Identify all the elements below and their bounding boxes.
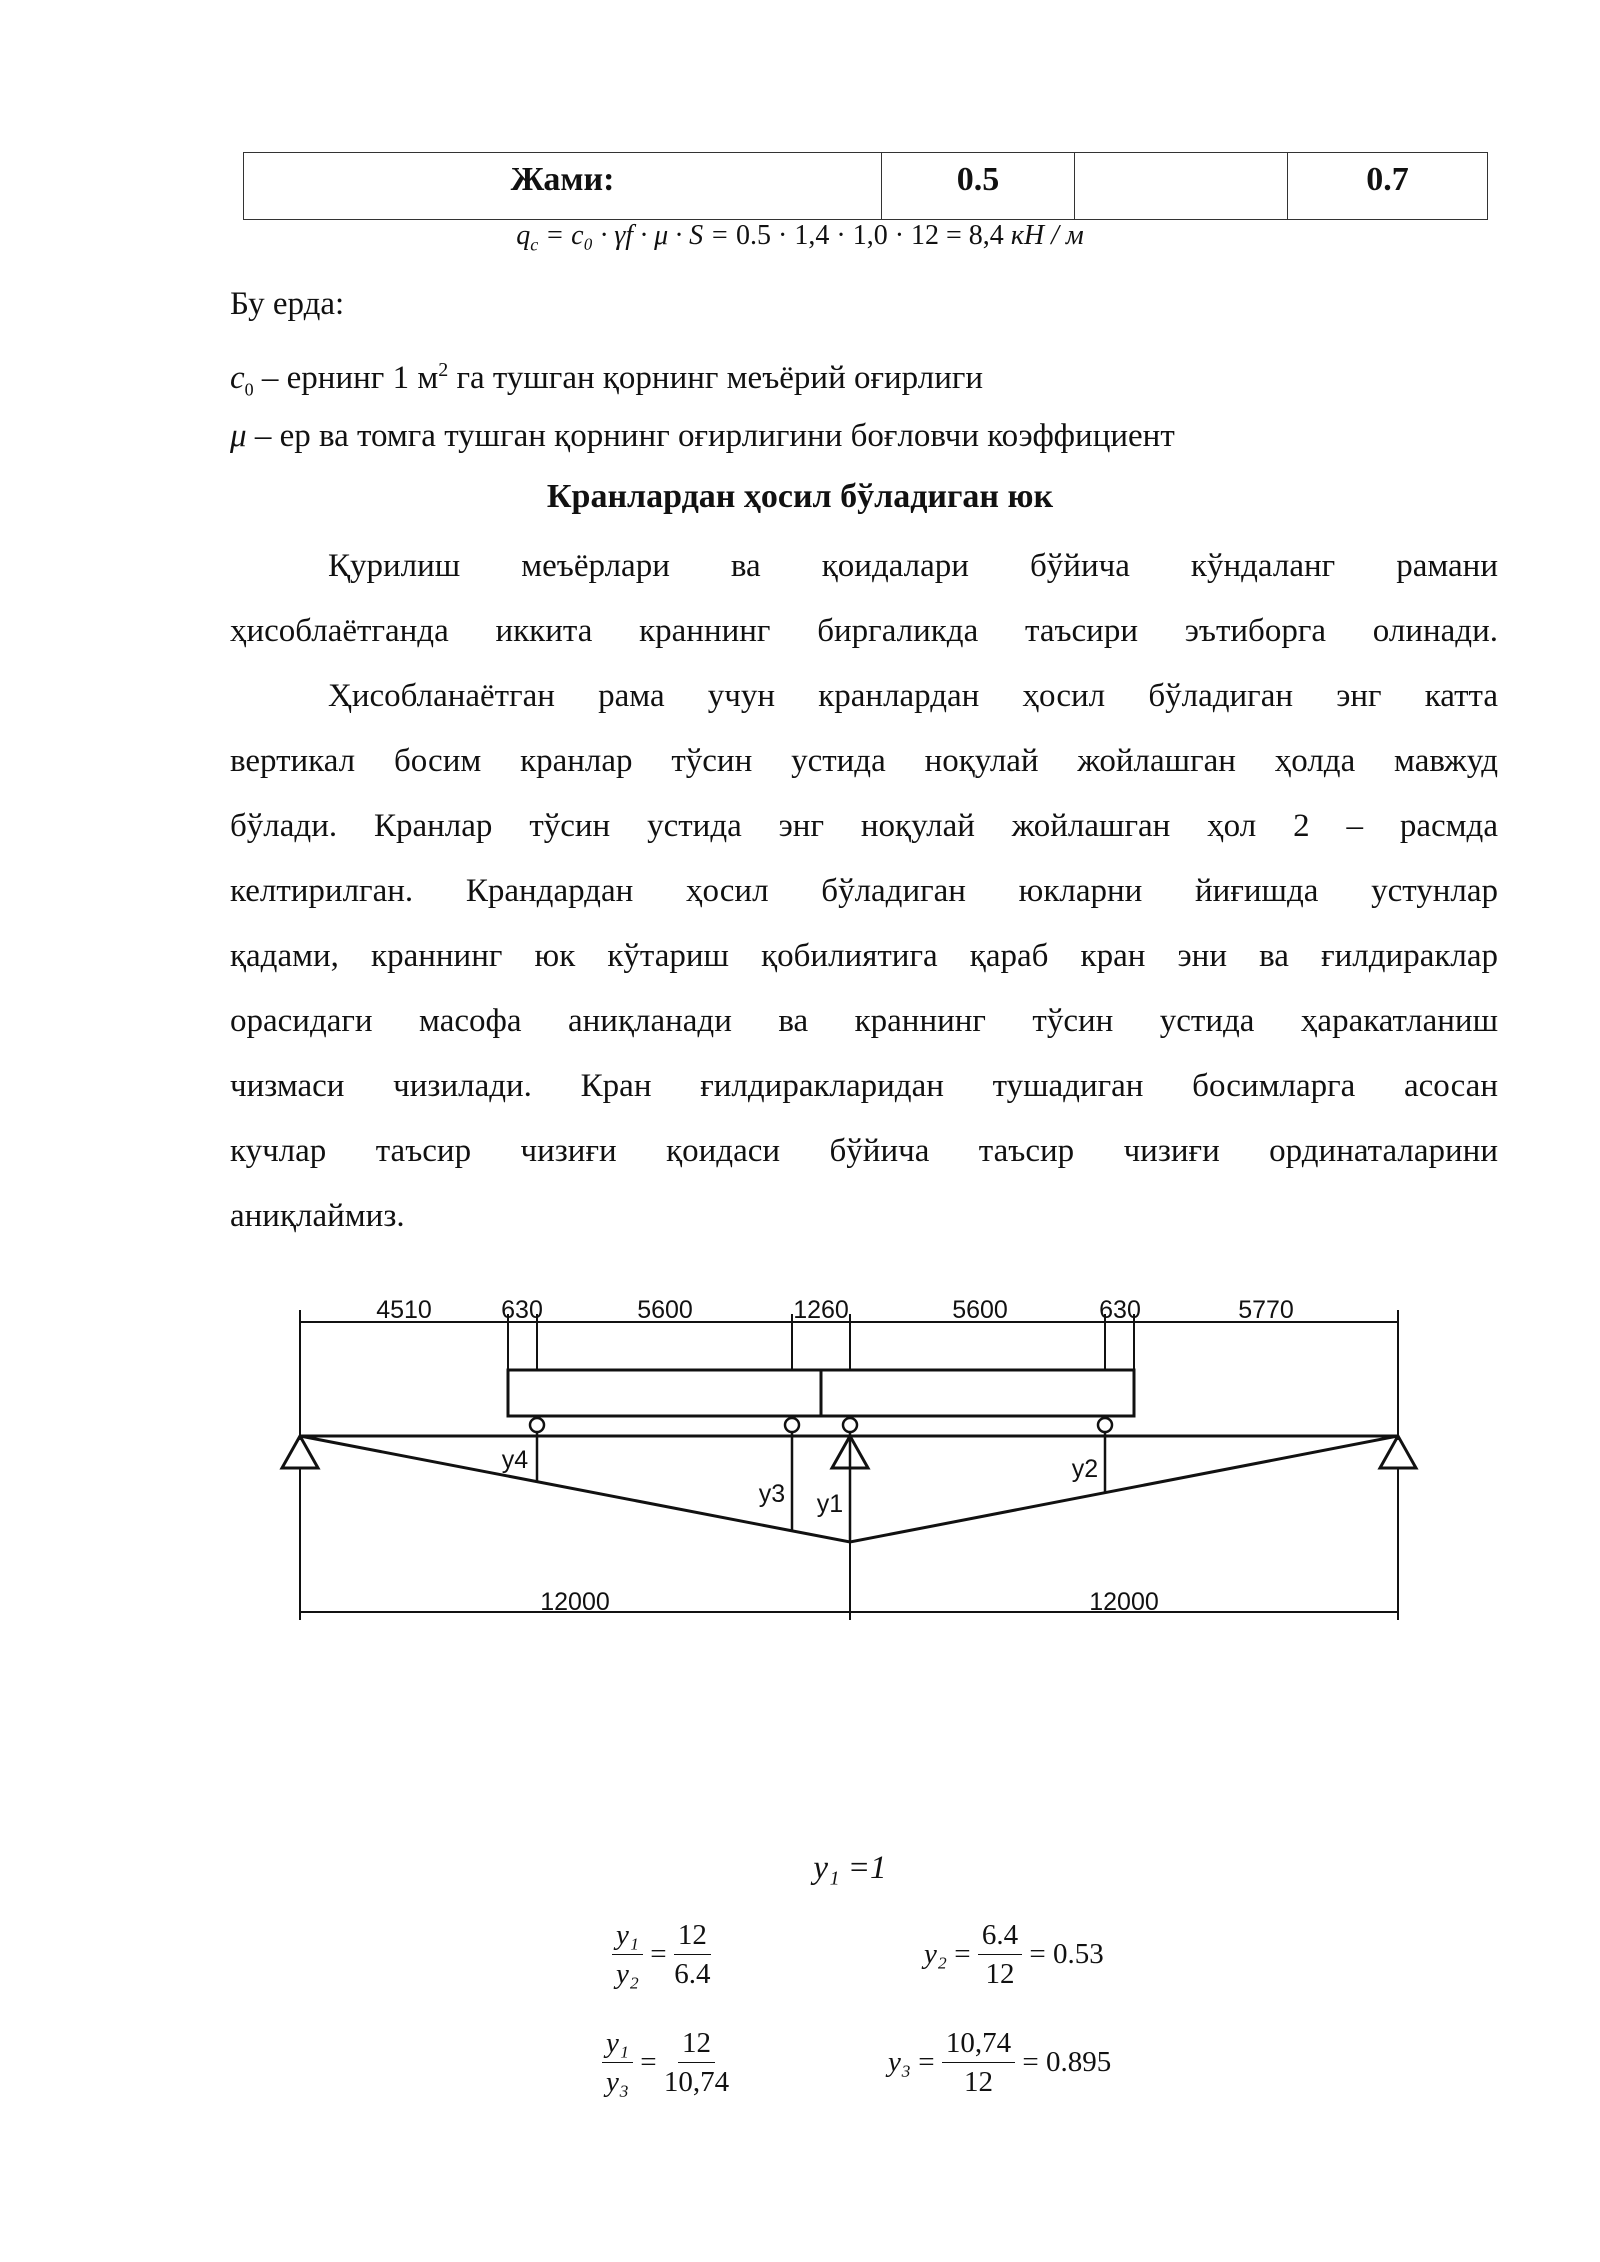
ordinate-label: y2 (1071, 1455, 1099, 1483)
legend-intro: Бу ерда: (230, 286, 345, 322)
equation-y1: y₁ =1 (813, 1850, 887, 1886)
mu-text: – ер ва томга тушган қорнинг оғирлигини боғловчи коэффициент (246, 418, 1175, 454)
wheel-4 (1098, 1418, 1112, 1432)
dim-label: 630 (1099, 1296, 1141, 1324)
wheel-2 (785, 1418, 799, 1432)
wheel-1 (530, 1418, 544, 1432)
formula-lhs-sub: c (530, 234, 539, 255)
c0-sub: 0 (244, 379, 254, 400)
summary-label: Жами: (244, 153, 882, 220)
table-row (244, 153, 1488, 220)
dim-label: 5770 (1238, 1296, 1294, 1324)
c0-symbol: c (230, 360, 245, 396)
ordinate-label: y4 (501, 1446, 529, 1474)
summary-table (243, 152, 1488, 220)
equation-y1-y2: $\frac{\text{y₁}}{\text{y₂}}$ = $\frac{12}{6.4}$ (612, 1916, 711, 1993)
c0-text2: га тушган қорнинг меъёрий оғирлиги (448, 360, 984, 396)
section-title: Кранлардан ҳосил бўладиган юк (546, 478, 1054, 515)
equation-y3: y₃ = $\frac{10,74}{12}$ = 0.895 (888, 2024, 1111, 2101)
summary-value-3: 0.7 (1288, 153, 1488, 220)
equation-y2: y₂ = $\frac{6.4}{12}$ = 0.53 (924, 1916, 1104, 1993)
crane-left (508, 1370, 821, 1416)
ordinate-label: y1 (816, 1490, 844, 1518)
dim-label: 630 (501, 1296, 543, 1324)
dim-label: 5600 (952, 1296, 1008, 1324)
crane-right (821, 1370, 1134, 1416)
snow-load-formula (0, 220, 1600, 256)
crane-influence-diagram (0, 1270, 1600, 1640)
dim-label: 1260 (793, 1296, 849, 1324)
c0-sup: 2 (438, 359, 449, 381)
support-right (1380, 1436, 1416, 1468)
dim-label: 12000 (1089, 1588, 1159, 1616)
summary-value-2 (1075, 153, 1288, 220)
c0-text: – ернинг 1 м (253, 360, 439, 396)
mu-symbol: μ (230, 418, 247, 454)
paragraph-2-line-3: бўлади. Кранлар тўсин устида энг ноқулай жойлашган ҳол 2 – расмда (230, 808, 1498, 844)
paragraph-2-line-6: орасидаги масофа аниқланади ва краннинг тўсин устида ҳаракатланиш (230, 1003, 1498, 1039)
formula-unit: кН / м (1010, 220, 1084, 251)
dim-label: 5600 (637, 1296, 693, 1324)
paragraph-2-line-4: келтирилган. Крандардан ҳосил бўладиган юкларни йиғишда устунлар (230, 873, 1498, 909)
ordinate-label: y3 (758, 1480, 786, 1508)
paragraph-2-line-1: Ҳисобланаётган рама учун кранлардан ҳосил бўладиган энг катта (328, 678, 1498, 714)
equation-y1-y3: $\frac{\text{y₁}}{\text{y₃}}$ = $\frac{12}{10,74}$ (602, 2024, 729, 2101)
support-left (282, 1436, 318, 1468)
summary-value-1: 0.5 (882, 153, 1075, 220)
formula-lhs: q (516, 220, 531, 251)
dim-label: 12000 (540, 1588, 610, 1616)
wheel-3 (843, 1418, 857, 1432)
paragraph-2-line-5: қадами, краннинг юк кўтариш қобилиятига қараб кран эни ва ғилдираклар (230, 938, 1498, 974)
paragraph-2-line-8: кучлар таъсир чизиғи қоидаси бўйича таъсир чизиғи ординаталарини (230, 1133, 1498, 1169)
paragraph-1-line-2: ҳисоблаётганда иккита краннинг биргаликда таъсири эътиборга олинади. (230, 613, 1498, 649)
dim-label: 4510 (376, 1296, 432, 1324)
paragraph-2-line-9: аниқлаймиз. (230, 1198, 405, 1234)
paragraph-2-line-7: чизмаси чизилади. Кран ғилдиракларидан тушадиган босимларга асосан (230, 1068, 1498, 1104)
formula-symbols: = c₀ · γf · μ · S = (545, 220, 730, 251)
paragraph-1-line-1: Қурилиш меъёрлари ва қоидалари бўйича кўндаланг рамани (328, 548, 1498, 584)
legend-mu (230, 404, 1175, 469)
formula-numbers: 0.5 · 1,4 · 1,0 · 12 = 8,4 (736, 220, 1004, 251)
paragraph-2-line-2: вертикал босим кранлар тўсин устида ноқулай жойлашган ҳолда мавжуд (230, 743, 1498, 779)
